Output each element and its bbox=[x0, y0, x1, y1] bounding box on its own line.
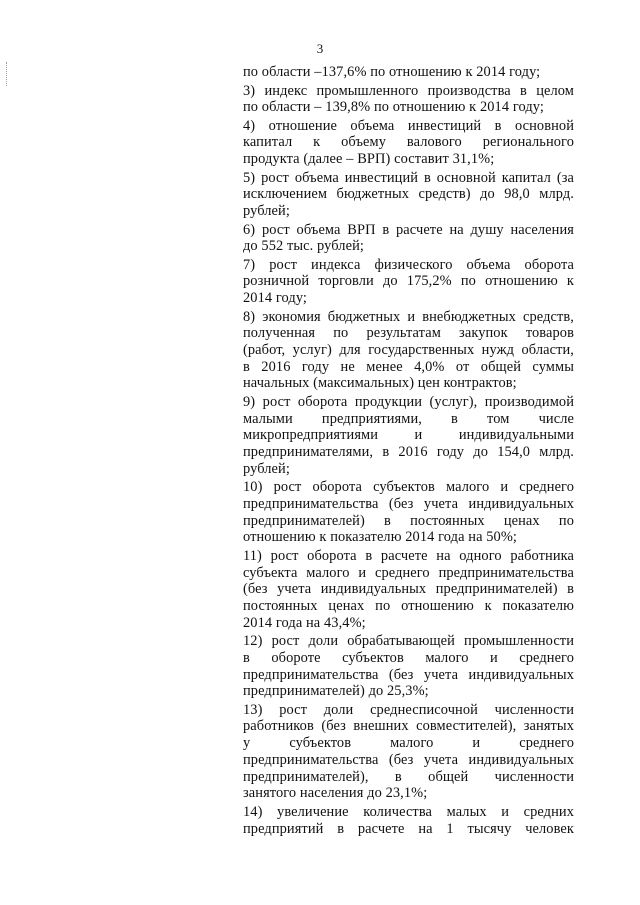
text-line: по области – 139,8% по отношению к 2014 году; bbox=[243, 99, 544, 116]
text-line: 13) рост доли среднесписочной численности bbox=[243, 701, 574, 718]
text-line: предпринимательства (без учета индивидуальных bbox=[243, 666, 574, 683]
text-line: занятого населения до 23,1%; bbox=[243, 785, 428, 802]
text-line: по области –137,6% по отношению к 2014 году; bbox=[243, 64, 541, 80]
list-item bbox=[243, 633, 574, 700]
text-line: исключением бюджетных средств) до 98,0 млрд. bbox=[243, 186, 574, 203]
text-line: 5) рост объема инвестиций в основной капитал (за bbox=[243, 169, 574, 186]
text-line: 11) рост оборота в расчете на одного работника bbox=[243, 547, 574, 564]
list-item bbox=[243, 479, 574, 546]
list-item bbox=[243, 118, 574, 168]
margin-binding-mark bbox=[6, 62, 9, 86]
text-line: 2014 года на 43,4%; bbox=[243, 614, 366, 631]
text-line: предпринимателей) в постоянных ценах по bbox=[243, 512, 574, 529]
list-item bbox=[243, 170, 574, 220]
document-body bbox=[243, 64, 574, 839]
text-line: 14) увеличение количества малых и средних bbox=[243, 803, 574, 820]
list-item bbox=[243, 804, 574, 837]
text-line: 8) экономия бюджетных и внебюджетных средств, bbox=[243, 308, 574, 325]
text-line: предпринимателей) до 25,3%; bbox=[243, 683, 429, 700]
page-number: 3 bbox=[316, 41, 324, 56]
text-line: до 552 тыс. рублей; bbox=[243, 238, 364, 255]
text-line: продукта (далее – ВРП) составит 31,1%; bbox=[243, 151, 495, 168]
list-item bbox=[243, 702, 574, 802]
text-line: у субъектов малого и среднего bbox=[243, 735, 574, 752]
list-item bbox=[243, 222, 574, 255]
text-line: полученная по результатам закупок товаров bbox=[243, 325, 574, 342]
text-line: предпринимателей), в общей численности bbox=[243, 768, 574, 785]
text-line: (работ, услуг) для государственных нужд области, bbox=[243, 342, 574, 359]
text-line: 6) рост объема ВРП в расчете на душу населения bbox=[243, 221, 574, 238]
list-item bbox=[243, 257, 574, 307]
text-line: капитал к объему валового регионального bbox=[243, 134, 574, 151]
list-item bbox=[243, 64, 574, 81]
text-line: предпринимателями, в 2016 году до 154,0 млрд. bbox=[243, 444, 574, 461]
text-line: предпринимательства (без учета индивидуальных bbox=[243, 495, 574, 512]
list-item bbox=[243, 83, 574, 116]
text-line: малыми предприятиями, в том числе bbox=[243, 410, 574, 427]
list-item bbox=[243, 548, 574, 632]
text-line: 10) рост оборота субъектов малого и среднего bbox=[243, 479, 574, 496]
text-line: отношению к показателю 2014 года на 50%; bbox=[243, 529, 518, 546]
text-line: предприятий в расчете на 1 тысячу человек bbox=[243, 820, 574, 837]
text-line: работников (без внешних совместителей), занятых bbox=[243, 718, 574, 735]
text-line: 2014 году; bbox=[243, 290, 308, 307]
text-line: предпринимательства (без учета индивидуальных bbox=[243, 751, 574, 768]
text-line: (без учета индивидуальных предпринимателей) в bbox=[243, 581, 574, 598]
text-line: розничной торговли до 175,2% по отношению к bbox=[243, 273, 574, 290]
text-line: рублей; bbox=[243, 460, 290, 477]
list-item bbox=[243, 309, 574, 393]
text-line: 12) рост доли обрабатывающей промышленности bbox=[243, 633, 574, 650]
text-line: микропредприятиями и индивидуальными bbox=[243, 427, 574, 444]
text-line: начальных (максимальных) цен контрактов; bbox=[243, 375, 517, 392]
text-line: 4) отношение объема инвестиций в основной bbox=[243, 117, 574, 134]
text-line: субъекта малого и среднего предпринимательства bbox=[243, 564, 574, 581]
text-line: 7) рост индекса физического объема оборота bbox=[243, 256, 574, 273]
list-item bbox=[243, 394, 574, 478]
text-line: в обороте субъектов малого и среднего bbox=[243, 649, 574, 666]
text-line: в 2016 году не менее 4,0% от общей суммы bbox=[243, 358, 574, 375]
text-line: 3) индекс промышленного производства в целом bbox=[243, 82, 574, 99]
text-line: постоянных ценах по отношению к показателю bbox=[243, 597, 574, 614]
text-line: рублей; bbox=[243, 203, 290, 220]
text-line: 9) рост оборота продукции (услуг), производимой bbox=[243, 393, 574, 410]
